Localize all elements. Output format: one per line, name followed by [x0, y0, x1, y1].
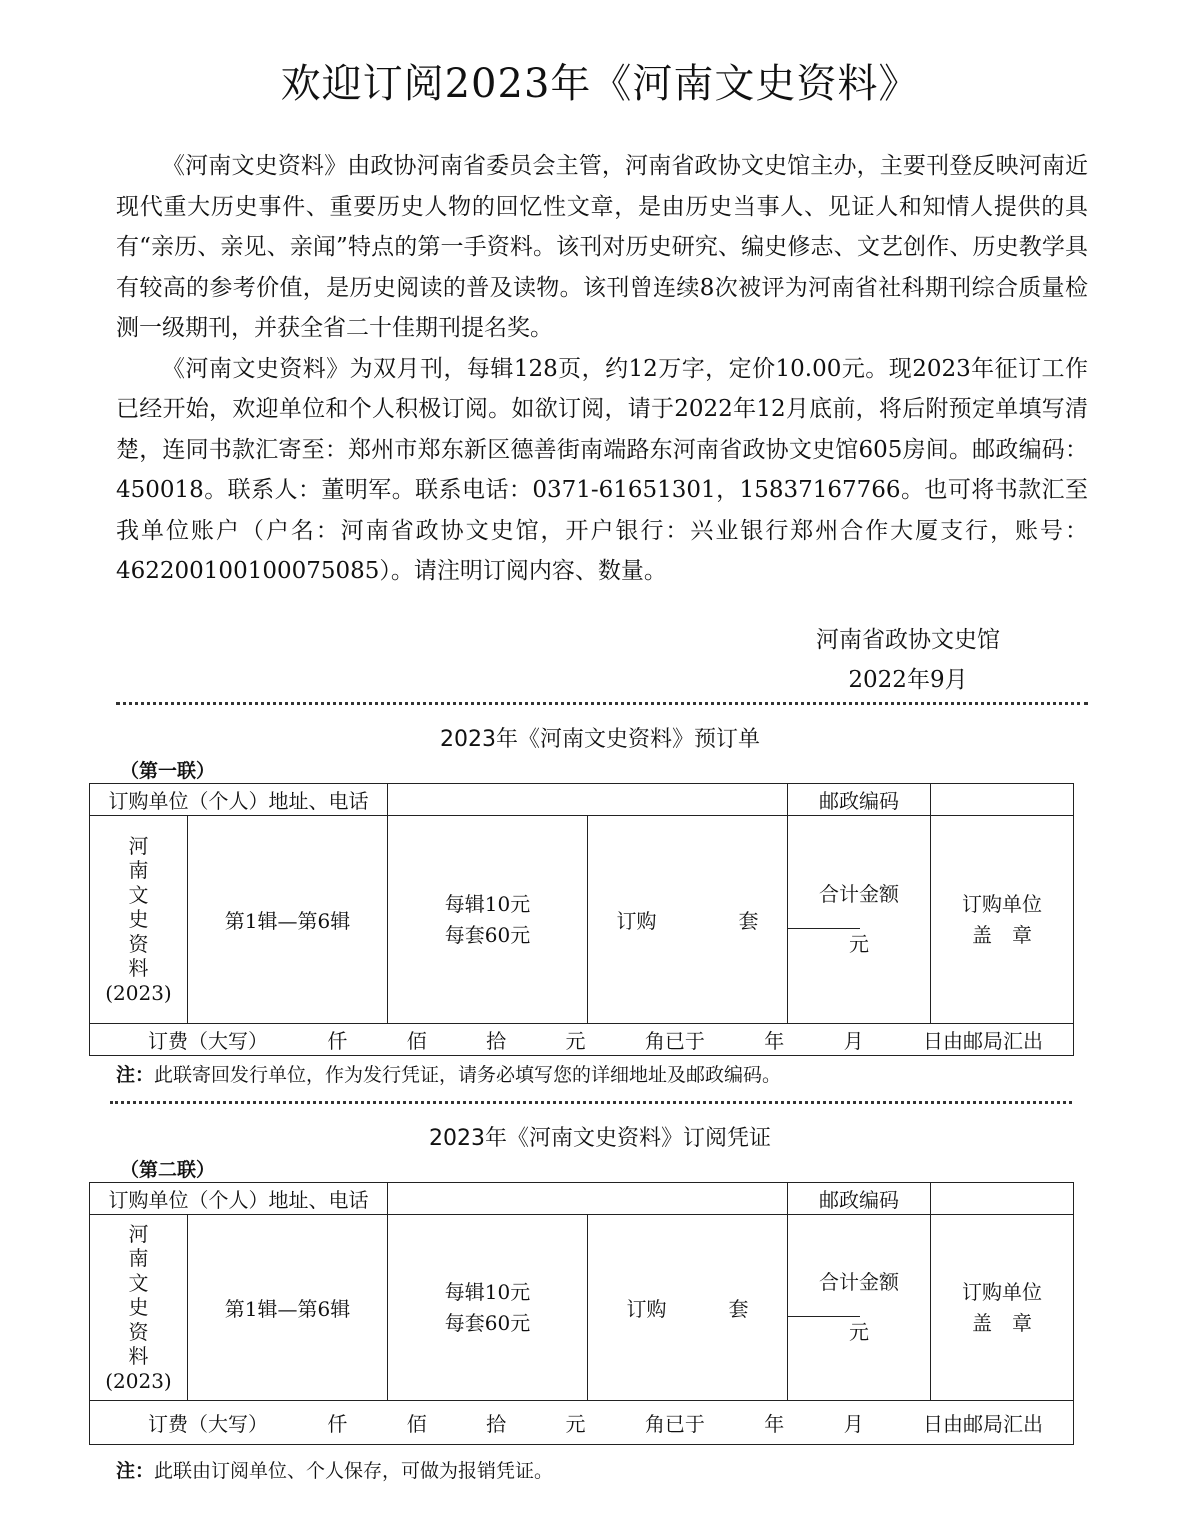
postcode-label: 邮政编码	[788, 1183, 931, 1215]
postcode-field[interactable]	[931, 784, 1074, 816]
signature-date: 2022年9月	[848, 667, 968, 693]
form-note: 注：此联寄回发行单位，作为发行凭证，请务必填写您的详细地址及邮政编码。	[116, 1064, 782, 1086]
total-amount-cell[interactable]: 合计金额 元	[788, 816, 931, 1024]
signature	[758, 620, 1058, 700]
issues-cell: 第1辑—第6辑	[188, 1215, 388, 1401]
order-quantity-cell[interactable]: 订购 套	[588, 816, 788, 1024]
publication-name: 河 南 文 史 资 料 (2023)	[90, 1215, 188, 1401]
postcode-field[interactable]	[931, 1183, 1074, 1215]
issues-cell: 第1辑—第6辑	[188, 816, 388, 1024]
form-title: 2023年《河南文史资料》预订单	[440, 727, 760, 752]
paragraph: 《河南文史资料》由政协河南省委员会主管，河南省政协文史馆主办，主要刊登反映河南近现代重大历史事件、重要历史人物的回忆性文章，是由历史当事人、见证人和知情人提供的具有“亲历、亲见、亲闻”特点的第一手资料。该刊对历史研究、编史修志、文艺创作、历史教学具有较高的参考价值，是历史阅读的普及读物。该刊曾连续8次被评为河南省社科期刊综合质量检测一级期刊，并获全省二十佳期刊提名奖。	[116, 153, 1088, 341]
order-quantity-cell[interactable]: 订购 套	[588, 1215, 788, 1401]
signature-org: 河南省政协文史馆	[816, 627, 1000, 653]
address-label: 订购单位（个人）地址、电话	[90, 784, 388, 816]
fee-row[interactable]: 订费（大写） 仟 佰 拾 元 角已于 年 月 日由邮局汇出	[90, 1024, 1074, 1056]
stamp-cell: 订购单位 盖 章	[931, 816, 1074, 1024]
address-field[interactable]	[388, 784, 788, 816]
cut-line	[116, 702, 1088, 705]
cut-line	[110, 1101, 1072, 1104]
paragraph: 《河南文史资料》为双月刊，每辑128页，约12万字，定价10.00元。现2023年征订工作已经开始，欢迎单位和个人积极订阅。如欲订阅，请于2022年12月底前，将后附预定单填写清楚，连同书款汇寄至：郑州市郑东新区德善街南端路东河南省政协文史馆605房间。邮政编码：450018。联系人：董明军。联系电话：0371-61651301，15837167766。也可将书款汇至我单位账户（户名：河南省政协文史馆，开户银行：兴业银行郑州合作大厦支行，账号：462200100100075085）。请注明订阅内容、数量。	[116, 355, 1088, 584]
order-form-table	[89, 783, 1074, 1056]
price-cell: 每辑10元 每套60元	[388, 816, 588, 1024]
copy-label: （第二联）	[120, 1159, 216, 1181]
total-amount-cell[interactable]: 合计金额 元	[788, 1215, 931, 1401]
page-title: 欢迎订阅2023年《河南文史资料》	[280, 61, 920, 107]
publication-name: 河 南 文 史 资 料 (2023)	[90, 816, 188, 1024]
price-cell: 每辑10元 每套60元	[388, 1215, 588, 1401]
address-label: 订购单位（个人）地址、电话	[90, 1183, 388, 1215]
form-title: 2023年《河南文史资料》订阅凭证	[429, 1126, 771, 1151]
fee-row[interactable]: 订费（大写） 仟 佰 拾 元 角已于 年 月 日由邮局汇出	[90, 1401, 1074, 1445]
copy-label: （第一联）	[120, 760, 216, 782]
address-field[interactable]	[388, 1183, 788, 1215]
postcode-label: 邮政编码	[788, 784, 931, 816]
form-note: 注：此联由订阅单位、个人保存，可做为报销凭证。	[116, 1460, 554, 1482]
intro-text	[116, 146, 1088, 592]
stamp-cell: 订购单位 盖 章	[931, 1215, 1074, 1401]
voucher-form-table	[89, 1182, 1074, 1445]
